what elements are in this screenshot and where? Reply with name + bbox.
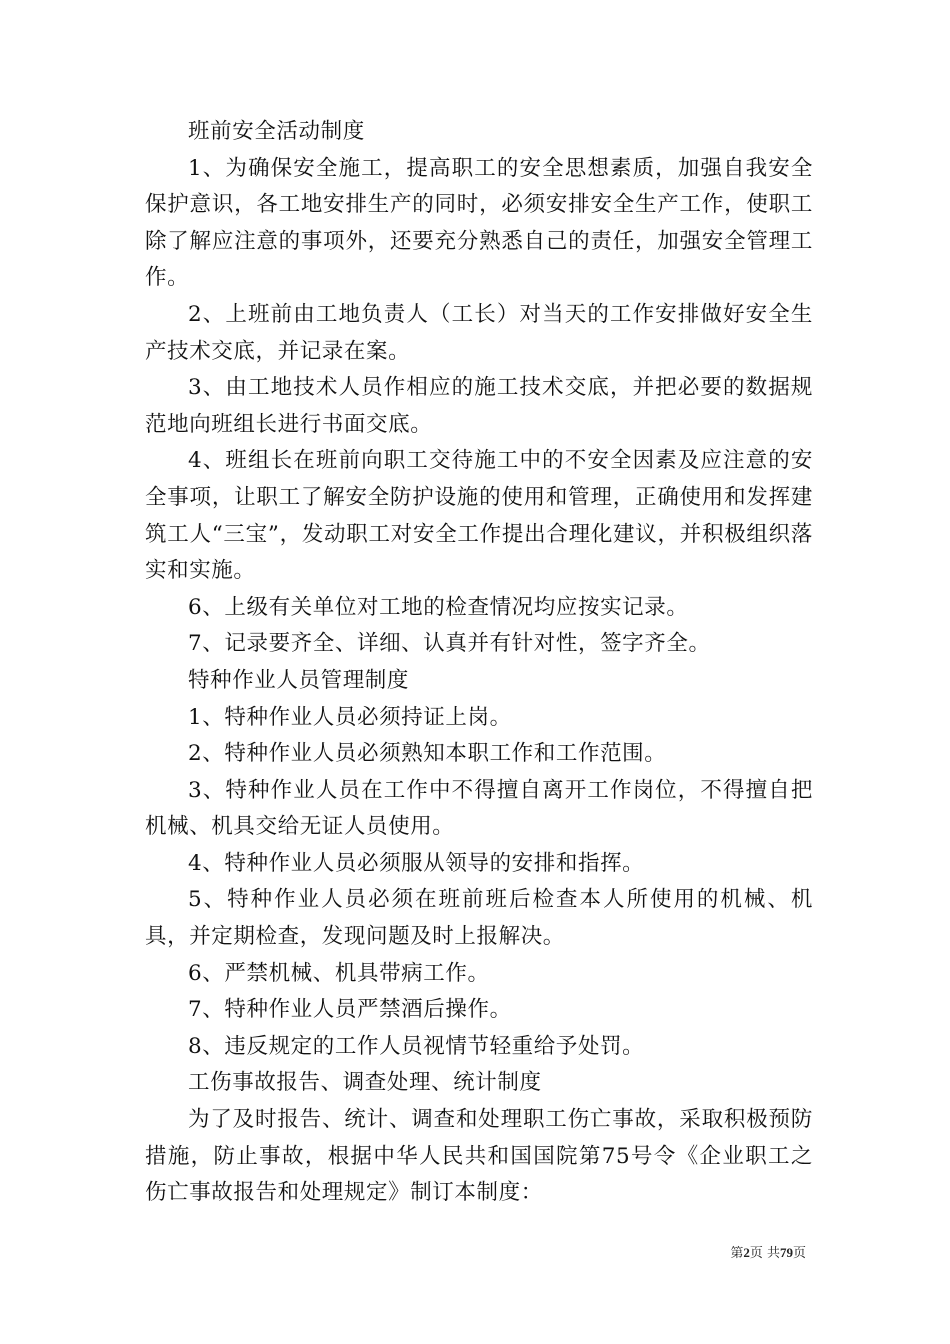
paragraph: 6、严禁机械、机具带病工作。 (188, 960, 490, 986)
paragraph: 5、特种作业人员必须在班前班后检查本人所使用的机械、机具，并定期检查，发现问题及时上报解决。 (145, 887, 813, 950)
paragraph: 为了及时报告、统计、调查和处理职工伤亡事故，采取积极预防措施，防止事故，根据中华人民共和国国院第75号令《企业职工之伤亡事故报告和处理规定》制订本制度： (145, 1107, 813, 1206)
paragraph: 7、记录要齐全、详细、认真并有针对性，签字齐全。 (188, 631, 711, 657)
total-page-count: 79 (779, 1245, 793, 1260)
paragraph: 1、为确保安全施工，提高职工的安全思想素质，加强自我安全保护意识，各工地安排生产的同时，必须安排安全生产工作，使职工除了解应注意的事项外，还要充分熟悉自己的责任，加强安全管理工作。 (145, 155, 813, 291)
footer-suffix: 页 (792, 1246, 806, 1261)
paragraph: 4、特种作业人员必须服从领导的安排和指挥。 (188, 850, 645, 876)
current-page-number: 2 (743, 1245, 750, 1260)
footer-prefix: 第 (730, 1246, 744, 1261)
footer-middle: 页 共 (749, 1246, 780, 1261)
paragraph: 8、违反规定的工作人员视情节轻重给予处罚。 (188, 1033, 645, 1059)
paragraph: 3、由工地技术人员作相应的施工技术交底，并把必要的数据规范地向班组长进行书面交底。 (145, 375, 813, 437)
section-title-pre-shift-safety: 班前安全活动制度 (188, 119, 365, 144)
paragraph: 2、特种作业人员必须熟知本职工作和工作范围。 (188, 741, 667, 767)
paragraph: 4、班组长在班前向职工交待施工中的不安全因素及应注意的安全事项，让职工了解安全防护设施的使用和管理，正确使用和发挥建筑工人“三宝”，发动职工对安全工作提出合理化建议，并积极组织落实和实施。 (145, 448, 813, 584)
paragraph: 2、上班前由工地负责人（工长）对当天的工作安排做好安全生产技术交底，并记录在案。 (145, 301, 813, 364)
paragraph: 1、特种作业人员必须持证上岗。 (188, 704, 512, 730)
section-title-accident-reporting: 工伤事故报告、调查处理、统计制度 (188, 1070, 542, 1096)
paragraph: 6、上级有关单位对工地的检查情况均应按实记录。 (188, 594, 689, 620)
paragraph: 3、特种作业人员在工作中不得擅自离开工作岗位，不得擅自把机械、机具交给无证人员使用。 (145, 777, 813, 840)
document-body (145, 114, 813, 1212)
paragraph: 7、特种作业人员严禁酒后操作。 (188, 997, 512, 1023)
section-title-special-operations: 特种作业人员管理制度 (188, 667, 410, 693)
page-footer (0, 1244, 806, 1263)
